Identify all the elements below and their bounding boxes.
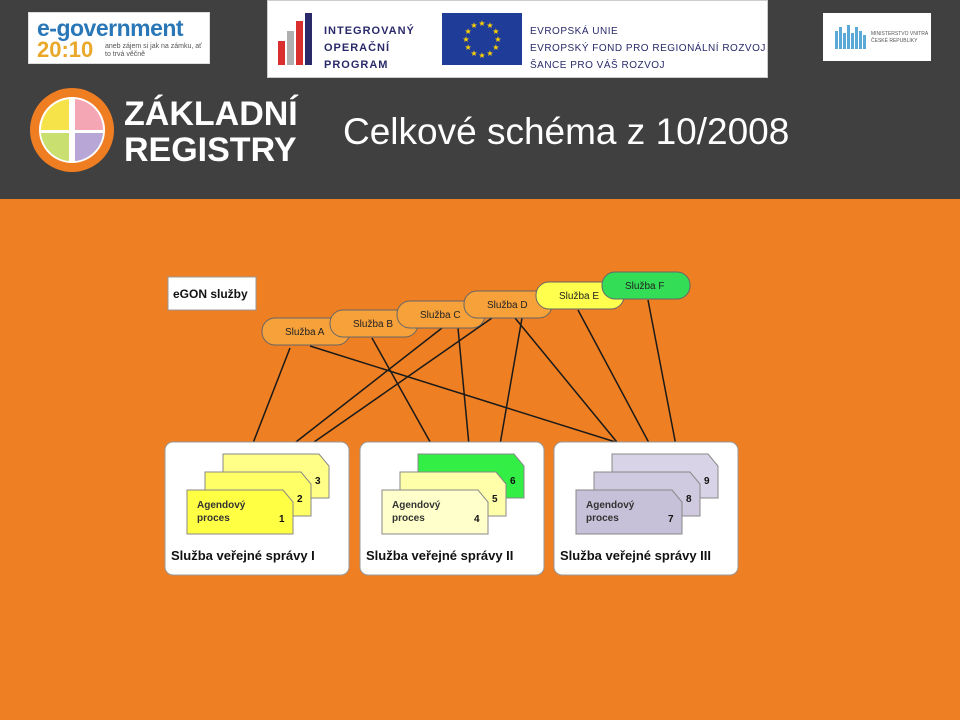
- service-pill-label: Služba D: [487, 300, 528, 311]
- eu-line: EVROPSKÁ UNIE: [530, 26, 619, 37]
- svg-text:★: ★: [470, 48, 478, 58]
- ministry-text: MINISTERSTVO VNITRA ČESKÉ REPUBLIKY: [871, 31, 928, 44]
- iop-line: OPERAČNÍ: [324, 42, 391, 54]
- public-service-group: [554, 442, 738, 575]
- zr-line: ZÁKLADNÍ: [124, 95, 298, 133]
- agenda-process-number: 2: [297, 494, 303, 505]
- egovernment-logo: [28, 12, 210, 64]
- service-pill-label: Služba A: [285, 327, 325, 338]
- zr-line: REGISTRY: [124, 131, 297, 169]
- iop-bars-icon: [278, 13, 314, 65]
- svg-text:★: ★: [492, 27, 500, 36]
- agenda-process-label: Agendový: [392, 500, 441, 511]
- eu-text: [530, 23, 766, 74]
- service-pill: [602, 272, 690, 299]
- zakladni-registry-wordmark: [124, 96, 298, 168]
- svg-text:★: ★: [494, 35, 502, 44]
- agenda-process-number: 5: [492, 494, 498, 505]
- eu-line: EVROPSKÝ FOND PRO REGIONÁLNÍ ROZVOJ: [530, 43, 766, 54]
- service-pill-label: Služba E: [559, 291, 600, 302]
- iop-eu-banner: [267, 0, 768, 78]
- eu-flag-icon: [442, 13, 522, 65]
- egov-logo-subtitle: aneb zájem si jak na zámku, ať to trvá věčně: [105, 43, 202, 58]
- svg-text:★: ★: [486, 21, 494, 31]
- agenda-process-number: 3: [315, 476, 321, 487]
- service-pill-label: Služba B: [353, 319, 394, 330]
- iop-line: PROGRAM: [324, 59, 389, 71]
- agenda-process-label: proces: [197, 513, 230, 524]
- agenda-process-number: 1: [279, 514, 285, 525]
- egov-logo-title: e-government: [37, 15, 184, 41]
- agenda-process-card: [382, 490, 488, 534]
- agenda-process-label: Agendový: [586, 500, 635, 511]
- agenda-process-card: [187, 490, 293, 534]
- legend-label: eGON služby: [173, 287, 248, 301]
- svg-text:★: ★: [464, 27, 472, 36]
- svg-text:★: ★: [470, 21, 478, 31]
- agenda-process-label: proces: [392, 513, 425, 524]
- agenda-process-number: 6: [510, 476, 516, 487]
- service-pill-label: Služba C: [420, 310, 461, 321]
- svg-text:★: ★: [478, 51, 486, 60]
- ministry-emblem-icon: [835, 25, 867, 49]
- svg-text:★: ★: [464, 43, 472, 52]
- public-service-group: [165, 442, 349, 575]
- agenda-process-number: 4: [474, 514, 480, 525]
- eu-line: ŠANCE PRO VÁŠ ROZVOJ: [530, 60, 666, 71]
- svg-text:★: ★: [492, 43, 500, 52]
- agenda-process-number: 8: [686, 494, 692, 505]
- public-service-title: Služba veřejné správy I: [171, 548, 315, 563]
- service-diagram: [160, 268, 750, 578]
- agenda-process-card: [576, 490, 682, 534]
- agenda-process-number: 9: [704, 476, 710, 487]
- header-bar: [0, 0, 960, 199]
- svg-text:★: ★: [478, 19, 486, 28]
- zakladni-registry-emblem-icon: [28, 86, 116, 174]
- public-service-title: Služba veřejné správy II: [366, 548, 514, 563]
- public-service-group: [360, 442, 544, 575]
- agenda-process-label: proces: [586, 513, 619, 524]
- svg-text:★: ★: [486, 48, 494, 58]
- iop-text: [324, 23, 415, 74]
- ministry-logo: [823, 13, 931, 61]
- iop-line: INTEGROVANÝ: [324, 25, 415, 37]
- public-service-title: Služba veřejné správy III: [560, 548, 712, 563]
- svg-text:★: ★: [462, 35, 470, 44]
- agenda-process-label: Agendový: [197, 500, 246, 511]
- egov-logo-number: 20:10: [37, 37, 94, 62]
- page-title: Celkové schéma z 10/2008: [343, 111, 790, 152]
- agenda-process-number: 7: [668, 514, 674, 525]
- service-pill-label: Služba F: [625, 281, 665, 292]
